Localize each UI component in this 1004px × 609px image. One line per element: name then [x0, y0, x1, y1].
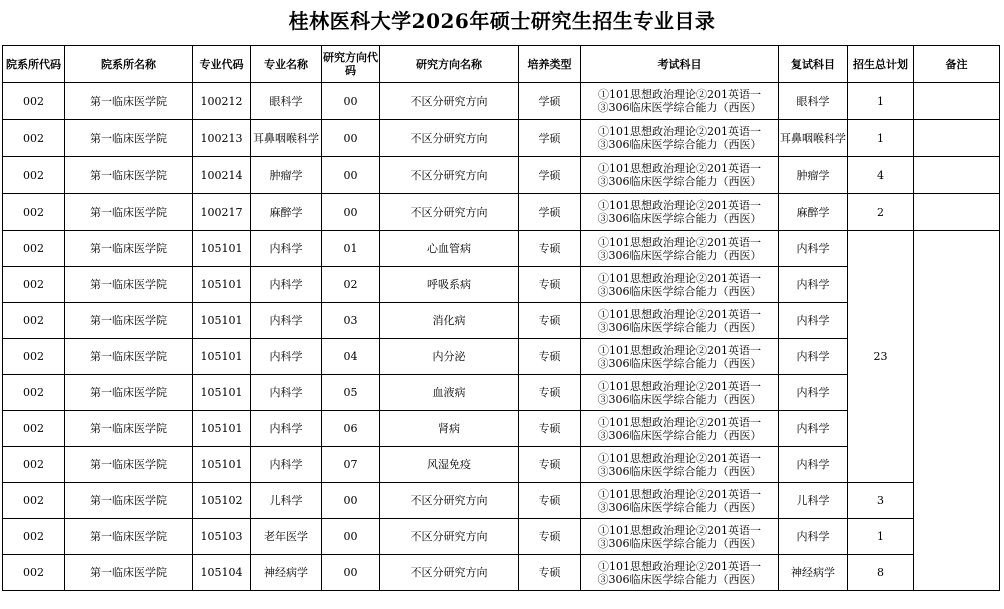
exam-line-1: ①101思想政治理论②201英语一: [598, 415, 761, 429]
cell-direction-code: 03: [322, 303, 380, 339]
cell-exam-subjects: [581, 231, 779, 267]
cell-exam-subjects: [581, 157, 779, 194]
cell-dept-code: 002: [3, 303, 65, 339]
exam-line-1: ①101思想政治理论②201英语一: [598, 271, 761, 285]
cell-major-code: 105101: [193, 375, 251, 411]
cell-major-name: 眼科学: [251, 83, 322, 120]
table-row: [3, 120, 1000, 157]
header-direction-name: 研究方向名称: [380, 46, 519, 83]
cell-dept-name: 第一临床医学院: [65, 231, 193, 267]
table-row: [3, 555, 1000, 591]
header-major-name: 专业名称: [251, 46, 322, 83]
cell-direction-name: 不区分研究方向: [380, 120, 519, 157]
cell-direction-name: 不区分研究方向: [380, 157, 519, 194]
table-row: [3, 231, 1000, 267]
cell-quota-merged: 23: [848, 231, 914, 483]
cell-retest-subject: 麻醉学: [779, 194, 848, 231]
cell-exam-subjects: [581, 519, 779, 555]
cell-major-code: 100217: [193, 194, 251, 231]
cell-direction-code: 04: [322, 339, 380, 375]
cell-direction-name: 风湿免疫: [380, 447, 519, 483]
cell-quota: 4: [848, 157, 914, 194]
cell-dept-code: 002: [3, 83, 65, 120]
cell-direction-name: 肾病: [380, 411, 519, 447]
cell-direction-code: 02: [322, 267, 380, 303]
cell-major-code: 105102: [193, 483, 251, 519]
cell-retest-subject: 内科学: [779, 411, 848, 447]
cell-dept-name: 第一临床医学院: [65, 555, 193, 591]
cell-dept-code: 002: [3, 339, 65, 375]
exam-line-1: ①101思想政治理论②201英语一: [598, 451, 761, 465]
cell-dept-name: 第一临床医学院: [65, 411, 193, 447]
exam-line-2: ③306临床医学综合能力（西医）: [597, 320, 762, 334]
cell-major-name: 内科学: [251, 411, 322, 447]
cell-dept-name: 第一临床医学院: [65, 447, 193, 483]
exam-line-1: ①101思想政治理论②201英语一: [598, 379, 761, 393]
cell-degree-type: 学硕: [519, 120, 581, 157]
exam-line-2: ③306临床医学综合能力（西医）: [597, 356, 762, 370]
cell-direction-code: 07: [322, 447, 380, 483]
cell-major-code: 105101: [193, 339, 251, 375]
cell-dept-code: 002: [3, 555, 65, 591]
exam-line-2: ③306临床医学综合能力（西医）: [597, 500, 762, 514]
exam-line-1: ①101思想政治理论②201英语一: [598, 559, 761, 573]
cell-dept-name: 第一临床医学院: [65, 157, 193, 194]
exam-line-1: ①101思想政治理论②201英语一: [598, 125, 761, 138]
header-exam-subjects: 考试科目: [581, 46, 779, 83]
admissions-catalog-table: [2, 45, 1000, 591]
cell-major-code: 100214: [193, 157, 251, 194]
header-quota: 招生总计划: [848, 46, 914, 83]
cell-remarks-merged: [914, 231, 1000, 591]
cell-direction-name: 不区分研究方向: [380, 483, 519, 519]
cell-major-name: 内科学: [251, 303, 322, 339]
cell-degree-type: 学硕: [519, 83, 581, 120]
cell-dept-code: 002: [3, 483, 65, 519]
exam-line-2: ③306临床医学综合能力（西医）: [597, 284, 762, 298]
exam-line-2: ③306临床医学综合能力（西医）: [597, 212, 762, 225]
cell-degree-type: 专硕: [519, 339, 581, 375]
cell-dept-name: 第一临床医学院: [65, 83, 193, 120]
exam-line-2: ③306临床医学综合能力（西医）: [597, 138, 762, 151]
cell-major-code: 105101: [193, 447, 251, 483]
header-dept-code: 院系所代码: [3, 46, 65, 83]
cell-direction-name: 消化病: [380, 303, 519, 339]
exam-line-2: ③306临床医学综合能力（西医）: [597, 101, 762, 114]
cell-quota: 8: [848, 555, 914, 591]
cell-major-code: 100212: [193, 83, 251, 120]
cell-retest-subject: 内科学: [779, 447, 848, 483]
cell-exam-subjects: [581, 83, 779, 120]
cell-major-code: 105101: [193, 411, 251, 447]
cell-exam-subjects: [581, 303, 779, 339]
cell-direction-code: 00: [322, 120, 380, 157]
cell-quota: 1: [848, 83, 914, 120]
exam-line-1: ①101思想政治理论②201英语一: [598, 487, 761, 501]
cell-degree-type: 学硕: [519, 157, 581, 194]
cell-retest-subject: 内科学: [779, 303, 848, 339]
exam-line-2: ③306临床医学综合能力（西医）: [597, 428, 762, 442]
cell-dept-name: 第一临床医学院: [65, 120, 193, 157]
cell-exam-subjects: [581, 483, 779, 519]
cell-quota: 2: [848, 194, 914, 231]
cell-major-name: 内科学: [251, 447, 322, 483]
cell-direction-code: 06: [322, 411, 380, 447]
exam-line-2: ③306临床医学综合能力（西医）: [597, 572, 762, 586]
cell-retest-subject: 内科学: [779, 267, 848, 303]
cell-degree-type: 学硕: [519, 194, 581, 231]
cell-dept-name: 第一临床医学院: [65, 519, 193, 555]
cell-major-code: 100213: [193, 120, 251, 157]
table-body: [3, 83, 1000, 591]
cell-retest-subject: 肿瘤学: [779, 157, 848, 194]
cell-retest-subject: 儿科学: [779, 483, 848, 519]
exam-line-1: ①101思想政治理论②201英语一: [598, 307, 761, 321]
cell-major-name: 内科学: [251, 267, 322, 303]
cell-major-name: 肿瘤学: [251, 157, 322, 194]
cell-dept-name: 第一临床医学院: [65, 483, 193, 519]
cell-dept-code: 002: [3, 411, 65, 447]
cell-major-code: 105101: [193, 303, 251, 339]
cell-retest-subject: 内科学: [779, 519, 848, 555]
cell-major-name: 内科学: [251, 339, 322, 375]
cell-degree-type: 专硕: [519, 411, 581, 447]
table-row: [3, 83, 1000, 120]
cell-dept-code: 002: [3, 194, 65, 231]
cell-exam-subjects: [581, 267, 779, 303]
exam-line-2: ③306临床医学综合能力（西医）: [597, 536, 762, 550]
cell-exam-subjects: [581, 447, 779, 483]
cell-dept-code: 002: [3, 157, 65, 194]
cell-direction-code: 00: [322, 194, 380, 231]
cell-major-name: 内科学: [251, 375, 322, 411]
cell-dept-code: 002: [3, 519, 65, 555]
cell-retest-subject: 内科学: [779, 339, 848, 375]
header-major-code: 专业代码: [193, 46, 251, 83]
cell-major-code: 105103: [193, 519, 251, 555]
cell-dept-name: 第一临床医学院: [65, 194, 193, 231]
exam-line-2: ③306临床医学综合能力（西医）: [597, 392, 762, 406]
cell-dept-name: 第一临床医学院: [65, 339, 193, 375]
exam-line-2: ③306临床医学综合能力（西医）: [597, 248, 762, 262]
cell-direction-name: 呼吸系病: [380, 267, 519, 303]
cell-degree-type: 专硕: [519, 519, 581, 555]
cell-dept-name: 第一临床医学院: [65, 267, 193, 303]
header-degree-type: 培养类型: [519, 46, 581, 83]
cell-dept-name: 第一临床医学院: [65, 303, 193, 339]
cell-quota: 3: [848, 483, 914, 519]
cell-direction-code: 00: [322, 83, 380, 120]
page-title: 桂林医科大学2026年硕士研究生招生专业目录: [288, 9, 716, 33]
cell-quota: 1: [848, 519, 914, 555]
cell-retest-subject: 眼科学: [779, 83, 848, 120]
exam-line-1: ①101思想政治理论②201英语一: [598, 199, 761, 212]
table-row: [3, 519, 1000, 555]
cell-degree-type: 专硕: [519, 555, 581, 591]
table-row: [3, 157, 1000, 194]
header-direction-code: 研究方向代码: [322, 46, 380, 83]
cell-dept-code: 002: [3, 120, 65, 157]
cell-remarks: [914, 157, 1000, 194]
cell-degree-type: 专硕: [519, 483, 581, 519]
cell-dept-code: 002: [3, 231, 65, 267]
header-row: [3, 46, 1000, 83]
exam-line-1: ①101思想政治理论②201英语一: [598, 523, 761, 537]
cell-major-code: 105104: [193, 555, 251, 591]
header-remarks: 备注: [914, 46, 1000, 83]
exam-line-2: ③306临床医学综合能力（西医）: [597, 175, 762, 188]
cell-retest-subject: 内科学: [779, 231, 848, 267]
cell-degree-type: 专硕: [519, 267, 581, 303]
cell-direction-name: 血液病: [380, 375, 519, 411]
cell-degree-type: 专硕: [519, 375, 581, 411]
table-row: [3, 483, 1000, 519]
cell-quota: 1: [848, 120, 914, 157]
table-row: [3, 194, 1000, 231]
cell-direction-code: 00: [322, 519, 380, 555]
cell-dept-code: 002: [3, 375, 65, 411]
cell-degree-type: 专硕: [519, 231, 581, 267]
cell-degree-type: 专硕: [519, 303, 581, 339]
cell-major-code: 105101: [193, 267, 251, 303]
cell-dept-code: 002: [3, 267, 65, 303]
cell-direction-name: 内分泌: [380, 339, 519, 375]
cell-direction-code: 00: [322, 157, 380, 194]
header-retest-subject: 复试科目: [779, 46, 848, 83]
exam-line-1: ①101思想政治理论②201英语一: [598, 235, 761, 249]
cell-direction-code: 00: [322, 483, 380, 519]
cell-exam-subjects: [581, 375, 779, 411]
cell-exam-subjects: [581, 339, 779, 375]
cell-retest-subject: 耳鼻咽喉科学: [779, 120, 848, 157]
cell-direction-name: 不区分研究方向: [380, 83, 519, 120]
cell-exam-subjects: [581, 120, 779, 157]
exam-line-1: ①101思想政治理论②201英语一: [598, 88, 761, 101]
cell-direction-code: 01: [322, 231, 380, 267]
exam-line-2: ③306临床医学综合能力（西医）: [597, 464, 762, 478]
cell-remarks: [914, 194, 1000, 231]
cell-exam-subjects: [581, 555, 779, 591]
cell-major-name: 神经病学: [251, 555, 322, 591]
cell-exam-subjects: [581, 411, 779, 447]
cell-major-name: 耳鼻咽喉科学: [251, 120, 322, 157]
cell-direction-name: 不区分研究方向: [380, 519, 519, 555]
cell-direction-name: 不区分研究方向: [380, 555, 519, 591]
cell-degree-type: 专硕: [519, 447, 581, 483]
cell-major-name: 内科学: [251, 231, 322, 267]
cell-major-name: 麻醉学: [251, 194, 322, 231]
cell-retest-subject: 神经病学: [779, 555, 848, 591]
header-dept-name: 院系所名称: [65, 46, 193, 83]
cell-direction-name: 不区分研究方向: [380, 194, 519, 231]
cell-major-name: 儿科学: [251, 483, 322, 519]
cell-remarks: [914, 120, 1000, 157]
cell-exam-subjects: [581, 194, 779, 231]
exam-line-1: ①101思想政治理论②201英语一: [598, 162, 761, 175]
cell-remarks: [914, 83, 1000, 120]
cell-direction-code: 05: [322, 375, 380, 411]
cell-major-code: 105101: [193, 231, 251, 267]
cell-major-name: 老年医学: [251, 519, 322, 555]
exam-line-1: ①101思想政治理论②201英语一: [598, 343, 761, 357]
cell-direction-name: 心血管病: [380, 231, 519, 267]
cell-direction-code: 00: [322, 555, 380, 591]
cell-retest-subject: 内科学: [779, 375, 848, 411]
cell-dept-code: 002: [3, 447, 65, 483]
cell-dept-name: 第一临床医学院: [65, 375, 193, 411]
